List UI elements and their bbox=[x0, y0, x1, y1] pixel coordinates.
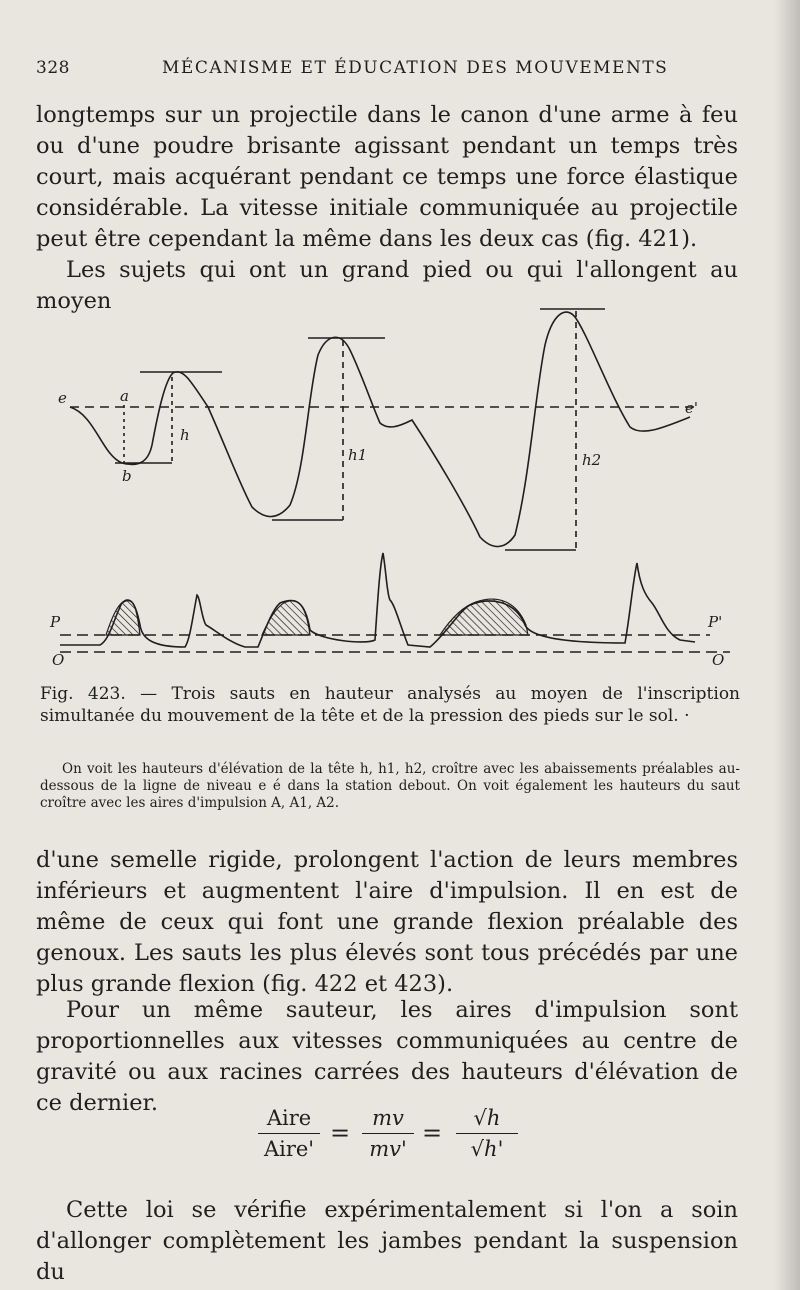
label-h2: h2 bbox=[582, 451, 602, 469]
formula bbox=[258, 1105, 528, 1167]
label-O-prime: O bbox=[712, 651, 725, 669]
pressure-trace bbox=[60, 553, 695, 647]
impulse-area-A bbox=[106, 600, 140, 635]
fraction-mv bbox=[362, 1105, 414, 1162]
label-e-prime: e' bbox=[685, 399, 699, 417]
equals-sign-1: = bbox=[330, 1119, 351, 1147]
label-h: h bbox=[180, 426, 190, 444]
equals-sign-2: = bbox=[422, 1119, 443, 1147]
head-trajectory-curve bbox=[70, 312, 690, 546]
fraction-mv-denominator: mv' bbox=[369, 1137, 407, 1161]
figure-caption-note: On voit les hauteurs d'élévation de la tête h, h1, h2, croître avec les abaissements préalables au-dessous de la ligne de niveau e é dans la station debout. On voit également les hauteurs du saut croître avec les aires d'impulsion A, A1, A2. bbox=[40, 761, 740, 811]
label-P-prime: P' bbox=[708, 613, 723, 631]
page-number: 328 bbox=[36, 58, 70, 78]
fraction-aire-numerator: Aire bbox=[266, 1106, 312, 1130]
fraction-sqrt-h bbox=[456, 1105, 518, 1162]
jump-figure bbox=[40, 295, 740, 675]
paragraph-1b-text: Les sujets qui ont un grand pied ou qui l'allongent au moyen bbox=[36, 257, 738, 314]
paragraph-3-text: Pour un même sauteur, les aires d'impulsion sont proportionnelles aux vitesses communiquées au centre de gravité ou aux racines carrées des hauteurs d'élévation de ce dernier. bbox=[36, 997, 738, 1116]
paragraph-1 bbox=[36, 100, 738, 317]
fraction-sqrt-h-numerator: √h bbox=[473, 1106, 501, 1130]
paragraph-2-text: d'une semelle rigide, prolongent l'action de leurs membres inférieurs et augmentent l'aire d'impulsion. Il en est de même de ceux qui font une grande flexion préalable des genoux. Les sauts les plus élevés sont tous précédés par une plus grande flexion (fig. 422 et 423). bbox=[36, 847, 738, 997]
label-O: O bbox=[52, 651, 65, 669]
impulse-area-A2 bbox=[440, 599, 528, 635]
paragraph-1-text: longtemps sur un projectile dans le canon d'une arme à feu ou d'une poudre brisante agissant pendant un temps très court, mais acquérant pendant ce temps une force élastique considérable. La vitesse initiale communiquée au projectile peut être cependant la même dans les deux cas (fig. 421). bbox=[36, 102, 738, 252]
label-P: P bbox=[50, 613, 61, 631]
label-a: a bbox=[120, 387, 129, 405]
label-b: b bbox=[122, 467, 132, 485]
paragraph-4-text: Cette loi se vérifie expérimentalement si l'on a soin d'allonger complètement les jambes pendant la suspension du bbox=[36, 1197, 738, 1285]
running-title: MÉCANISME ET ÉDUCATION DES MOUVEMENTS bbox=[162, 58, 669, 78]
paragraph-2 bbox=[36, 845, 738, 1000]
paragraph-4 bbox=[36, 1195, 738, 1288]
page-edge-shadow bbox=[774, 0, 800, 1290]
figure-caption: Fig. 423. — Trois sauts en hauteur analysés au moyen de l'inscription simultanée du mouvement de la tête et de la pression des pieds sur le sol. · bbox=[40, 684, 740, 726]
fraction-mv-numerator: mv bbox=[372, 1106, 404, 1130]
fraction-sqrt-h-denominator: √h' bbox=[470, 1137, 504, 1161]
fraction-aire-denominator: Aire' bbox=[263, 1137, 315, 1161]
label-h1: h1 bbox=[348, 446, 368, 464]
fraction-aire bbox=[258, 1105, 320, 1162]
paragraph-3 bbox=[36, 995, 738, 1119]
impulse-area-A1 bbox=[262, 601, 310, 635]
label-e: e bbox=[58, 389, 67, 407]
